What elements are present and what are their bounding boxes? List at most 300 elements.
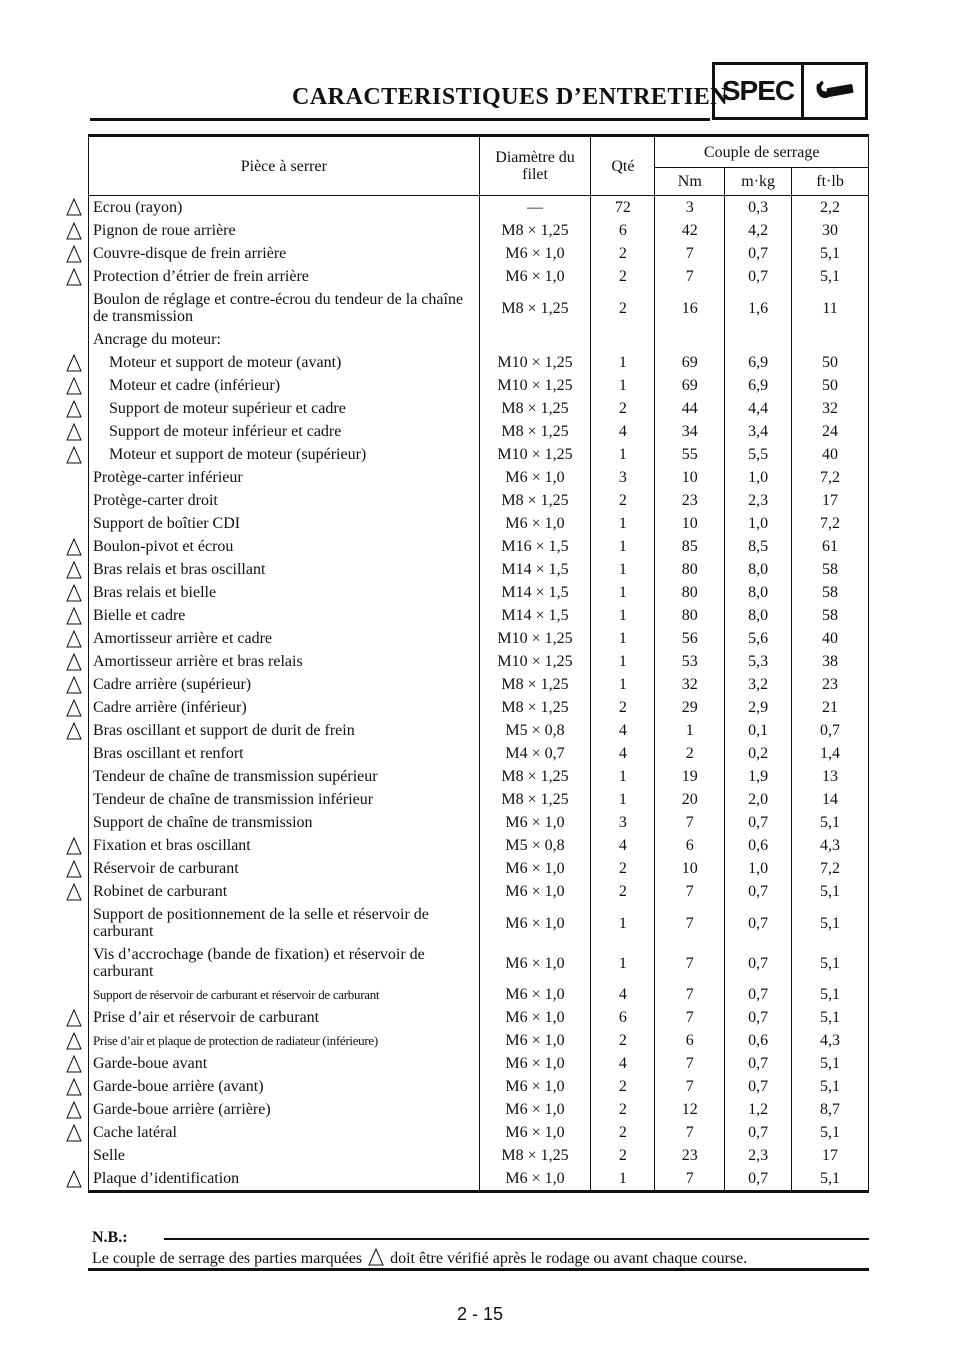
cell-mkg: 8,0 [725,558,792,581]
cell-mkg: 0,7 [725,983,792,1006]
triangle-mark-icon [66,584,82,602]
col-header-mkg: m·kg [725,168,792,196]
cell-part: Moteur et cadre (inférieur) [89,374,480,397]
cell-thread: M14 × 1,5 [479,604,591,627]
table-row [89,420,869,443]
table-row [89,397,869,420]
cell-mkg: 2,0 [725,788,792,811]
cell-ftlb: 5,1 [792,811,869,834]
cell-part: Prise d’air et plaque de protection de radiateur (inférieure) [89,1029,480,1052]
triangle-mark-icon [66,354,82,372]
cell-qty [591,328,655,351]
cell-part: Support de boîtier CDI [89,512,480,535]
cell-nm: 85 [655,535,725,558]
cell-qty: 4 [591,1052,655,1075]
table-row [89,943,869,983]
triangle-mark-icon [66,538,82,556]
table-row [89,265,869,288]
cell-qty: 1 [591,535,655,558]
table-row [89,1006,869,1029]
cell-qty: 2 [591,397,655,420]
note-text [92,1248,747,1268]
cell-qty: 1 [591,558,655,581]
triangle-mark-icon [66,1101,82,1119]
table-row [89,512,869,535]
triangle-mark-icon [66,245,82,263]
table-row [89,374,869,397]
cell-nm: 53 [655,650,725,673]
cell-qty: 3 [591,466,655,489]
cell-qty: 4 [591,834,655,857]
cell-nm: 20 [655,788,725,811]
cell-thread: M14 × 1,5 [479,581,591,604]
cell-ftlb: 30 [792,219,869,242]
cell-part: Support de positionnement de la selle et réservoir de carburant [89,903,480,943]
cell-qty: 72 [591,196,655,220]
cell-thread: M10 × 1,25 [479,650,591,673]
cell-mkg: 1,0 [725,512,792,535]
cell-qty: 4 [591,420,655,443]
cell-qty: 2 [591,265,655,288]
cell-nm: 7 [655,1075,725,1098]
triangle-mark-icon [66,607,82,625]
cell-thread: M6 × 1,0 [479,880,591,903]
cell-thread: M6 × 1,0 [479,242,591,265]
cell-ftlb: 38 [792,650,869,673]
cell-ftlb: 5,1 [792,1075,869,1098]
cell-nm: 29 [655,696,725,719]
cell-mkg: 0,7 [725,943,792,983]
cell-ftlb: 5,1 [792,983,869,1006]
cell-mkg: 4,2 [725,219,792,242]
cell-part: Protection d’étrier de frein arrière [89,265,480,288]
col-header-nm: Nm [655,168,725,196]
cell-ftlb: 5,1 [792,880,869,903]
torque-spec-table [88,134,869,1193]
cell-thread: M8 × 1,25 [479,1144,591,1167]
cell-thread: M10 × 1,25 [479,351,591,374]
cell-part: Prise d’air et réservoir de carburant [89,1006,480,1029]
cell-qty: 1 [591,903,655,943]
triangle-mark-icon [66,653,82,671]
table-row [89,443,869,466]
cell-ftlb: 11 [792,288,869,328]
cell-ftlb: 23 [792,673,869,696]
cell-thread: M16 × 1,5 [479,535,591,558]
cell-thread: M8 × 1,25 [479,673,591,696]
cell-nm: 42 [655,219,725,242]
cell-thread: M6 × 1,0 [479,1075,591,1098]
cell-thread: M5 × 0,8 [479,719,591,742]
triangle-mark-icon [66,1170,82,1188]
note-rule [164,1238,869,1240]
cell-qty: 1 [591,627,655,650]
cell-part: Fixation et bras oscillant [89,834,480,857]
cell-ftlb: 17 [792,1144,869,1167]
note-label: N.B.: [92,1229,128,1246]
table-row [89,880,869,903]
cell-mkg: 1,0 [725,466,792,489]
cell-thread: M6 × 1,0 [479,1098,591,1121]
cell-nm: 7 [655,265,725,288]
cell-mkg: 0,7 [725,880,792,903]
table-row [89,1075,869,1098]
triangle-mark-icon [66,860,82,878]
cell-qty: 1 [591,673,655,696]
triangle-mark-icon [66,722,82,740]
table-row [89,558,869,581]
cell-nm: 32 [655,673,725,696]
cell-part: Robinet de carburant [89,880,480,903]
cell-qty: 1 [591,581,655,604]
cell-nm: 80 [655,581,725,604]
cell-qty: 2 [591,880,655,903]
cell-thread: M10 × 1,25 [479,627,591,650]
cell-ftlb: 58 [792,581,869,604]
note-text-before: Le couple de serrage des parties marquées [92,1250,363,1267]
table-row [89,1121,869,1144]
cell-nm: 7 [655,943,725,983]
cell-thread: M8 × 1,25 [479,397,591,420]
table-row [89,811,869,834]
cell-mkg: 2,9 [725,696,792,719]
cell-part: Garde-boue avant [89,1052,480,1075]
cell-nm: 7 [655,242,725,265]
cell-part: Support de moteur inférieur et cadre [89,420,480,443]
cell-mkg: 0,7 [725,811,792,834]
triangle-mark-icon [66,222,82,240]
table-row [89,219,869,242]
table-row [89,535,869,558]
cell-thread: M6 × 1,0 [479,1006,591,1029]
triangle-mark-icon [66,1078,82,1096]
cell-thread: M6 × 1,0 [479,903,591,943]
cell-nm: 55 [655,443,725,466]
cell-mkg: 8,5 [725,535,792,558]
cell-mkg: 3,2 [725,673,792,696]
cell-thread: M14 × 1,5 [479,558,591,581]
cell-ftlb: 8,7 [792,1098,869,1121]
cell-mkg: 8,0 [725,581,792,604]
cell-thread: M8 × 1,25 [479,420,591,443]
cell-ftlb: 5,1 [792,1121,869,1144]
table-row [89,466,869,489]
cell-thread: M6 × 1,0 [479,857,591,880]
cell-qty: 1 [591,604,655,627]
spec-badge [712,62,868,120]
cell-mkg: 1,9 [725,765,792,788]
cell-qty: 4 [591,983,655,1006]
cell-part: Bras relais et bras oscillant [89,558,480,581]
cell-nm: 34 [655,420,725,443]
cell-nm: 12 [655,1098,725,1121]
cell-thread: M8 × 1,25 [479,765,591,788]
cell-part: Moteur et support de moteur (supérieur) [89,443,480,466]
triangle-mark-icon [66,883,82,901]
cell-part: Boulon de réglage et contre-écrou du tendeur de la chaîne de transmission [89,288,480,328]
cell-mkg [725,328,792,351]
table-row [89,489,869,512]
cell-ftlb: 2,2 [792,196,869,220]
triangle-mark-icon [66,699,82,717]
cell-qty: 2 [591,1098,655,1121]
cell-mkg: 1,6 [725,288,792,328]
cell-thread [479,328,591,351]
triangle-mark-icon [66,400,82,418]
cell-ftlb: 61 [792,535,869,558]
cell-mkg: 1,2 [725,1098,792,1121]
cell-ftlb: 5,1 [792,242,869,265]
cell-nm: 80 [655,604,725,627]
cell-ftlb: 5,1 [792,943,869,983]
cell-mkg: 0,7 [725,1075,792,1098]
cell-nm: 3 [655,196,725,220]
cell-part: Vis d’accrochage (bande de fixation) et réservoir de carburant [89,943,480,983]
cell-part: Bras relais et bielle [89,581,480,604]
cell-thread: M6 × 1,0 [479,466,591,489]
cell-part: Protège-carter inférieur [89,466,480,489]
cell-nm: 10 [655,466,725,489]
cell-ftlb: 7,2 [792,512,869,535]
triangle-mark-icon [66,377,82,395]
cell-qty: 2 [591,288,655,328]
table-row [89,788,869,811]
triangle-mark-icon [66,1124,82,1142]
table-row [89,765,869,788]
cell-part: Bielle et cadre [89,604,480,627]
cell-part: Support de réservoir de carburant et réservoir de carburant [89,983,480,1006]
cell-thread: M8 × 1,25 [479,788,591,811]
cell-part: Moteur et support de moteur (avant) [89,351,480,374]
cell-part: Plaque d’identification [89,1167,480,1192]
cell-thread: M8 × 1,25 [479,489,591,512]
cell-mkg: 4,4 [725,397,792,420]
table-row [89,719,869,742]
cell-ftlb: 40 [792,627,869,650]
cell-ftlb: 4,3 [792,834,869,857]
table-row [89,696,869,719]
cell-qty: 4 [591,742,655,765]
table-row [89,857,869,880]
cell-nm [655,328,725,351]
cell-nm: 23 [655,1144,725,1167]
cell-qty: 2 [591,1029,655,1052]
cell-ftlb: 5,1 [792,265,869,288]
cell-part: Cache latéral [89,1121,480,1144]
cell-part: Support de chaîne de transmission [89,811,480,834]
cell-nm: 69 [655,351,725,374]
col-header-qty: Qté [591,136,655,196]
triangle-mark-icon [66,837,82,855]
cell-ftlb [792,328,869,351]
cell-ftlb: 7,2 [792,857,869,880]
cell-qty: 3 [591,811,655,834]
cell-nm: 7 [655,1167,725,1192]
triangle-mark-icon [66,676,82,694]
cell-thread: M6 × 1,0 [479,943,591,983]
cell-part: Boulon-pivot et écrou [89,535,480,558]
triangle-mark-icon [66,630,82,648]
page-title: CARACTERISTIQUES D’ENTRETIEN [292,84,729,110]
table-row [89,834,869,857]
cell-nm: 10 [655,512,725,535]
table-row [89,288,869,328]
cell-mkg: 0,7 [725,1121,792,1144]
cell-mkg: 5,5 [725,443,792,466]
cell-ftlb: 14 [792,788,869,811]
cell-qty: 1 [591,765,655,788]
cell-part: Bras oscillant et renfort [89,742,480,765]
triangle-mark-icon [66,1032,82,1050]
cell-thread: M6 × 1,0 [479,512,591,535]
cell-mkg: 5,6 [725,627,792,650]
cell-part: Garde-boue arrière (arrière) [89,1098,480,1121]
cell-qty: 1 [591,374,655,397]
cell-thread: M6 × 1,0 [479,811,591,834]
cell-thread: M8 × 1,25 [479,219,591,242]
cell-mkg: 1,0 [725,857,792,880]
cell-mkg: 0,3 [725,196,792,220]
cell-nm: 16 [655,288,725,328]
cell-ftlb: 58 [792,604,869,627]
cell-nm: 7 [655,811,725,834]
cell-nm: 23 [655,489,725,512]
col-header-part: Pièce à serrer [89,136,480,196]
cell-part: Cadre arrière (supérieur) [89,673,480,696]
table-row [89,1052,869,1075]
wrench-icon [804,65,865,117]
table-row [89,1144,869,1167]
cell-ftlb: 13 [792,765,869,788]
col-header-torque: Couple de serrage [655,136,869,168]
cell-nm: 7 [655,1121,725,1144]
cell-nm: 10 [655,857,725,880]
bottom-rule [88,1268,869,1271]
triangle-mark-icon [66,198,82,216]
triangle-mark-icon [66,1055,82,1073]
cell-part: Amortisseur arrière et cadre [89,627,480,650]
cell-thread: M6 × 1,0 [479,1121,591,1144]
cell-nm: 6 [655,834,725,857]
cell-mkg: 6,9 [725,351,792,374]
cell-thread: M6 × 1,0 [479,1029,591,1052]
triangle-mark-icon [66,423,82,441]
table-row [89,650,869,673]
cell-mkg: 2,3 [725,489,792,512]
cell-ftlb: 5,1 [792,1167,869,1192]
table-row [89,1029,869,1052]
cell-part: Cadre arrière (inférieur) [89,696,480,719]
triangle-mark-icon [368,1248,384,1266]
cell-qty: 2 [591,489,655,512]
triangle-mark-icon [66,268,82,286]
cell-ftlb: 40 [792,443,869,466]
cell-ftlb: 21 [792,696,869,719]
triangle-mark-icon [66,1009,82,1027]
table-row [89,581,869,604]
cell-thread: M5 × 0,8 [479,834,591,857]
cell-qty: 2 [591,696,655,719]
cell-part: Support de moteur supérieur et cadre [89,397,480,420]
cell-qty: 2 [591,242,655,265]
cell-mkg: 0,7 [725,1052,792,1075]
cell-qty: 1 [591,512,655,535]
cell-nm: 44 [655,397,725,420]
cell-nm: 6 [655,1029,725,1052]
table-row [89,627,869,650]
cell-mkg: 0,7 [725,242,792,265]
cell-qty: 2 [591,1121,655,1144]
cell-mkg: 0,7 [725,903,792,943]
col-header-ftlb: ft·lb [792,168,869,196]
cell-nm: 7 [655,1052,725,1075]
cell-mkg: 0,1 [725,719,792,742]
cell-nm: 19 [655,765,725,788]
cell-part: Réservoir de carburant [89,857,480,880]
cell-ftlb: 17 [792,489,869,512]
cell-thread: M10 × 1,25 [479,443,591,466]
cell-qty: 1 [591,650,655,673]
table-row [89,351,869,374]
cell-part: Ecrou (rayon) [89,196,480,220]
cell-nm: 69 [655,374,725,397]
table-row [89,328,869,351]
table-row [89,903,869,943]
cell-qty: 1 [591,443,655,466]
spec-badge-label: SPEC [715,65,804,117]
cell-thread: M6 × 1,0 [479,265,591,288]
cell-part: Bras oscillant et support de durit de frein [89,719,480,742]
cell-thread: M4 × 0,7 [479,742,591,765]
cell-nm: 56 [655,627,725,650]
cell-part: Couvre-disque de frein arrière [89,242,480,265]
cell-qty: 6 [591,219,655,242]
cell-ftlb: 5,1 [792,1006,869,1029]
cell-ftlb: 24 [792,420,869,443]
cell-mkg: 0,7 [725,1167,792,1192]
cell-mkg: 0,7 [725,265,792,288]
cell-qty: 2 [591,1144,655,1167]
cell-mkg: 8,0 [725,604,792,627]
cell-ftlb: 7,2 [792,466,869,489]
cell-thread: M6 × 1,0 [479,1167,591,1192]
cell-nm: 7 [655,903,725,943]
cell-part: Protège-carter droit [89,489,480,512]
cell-ftlb: 4,3 [792,1029,869,1052]
cell-ftlb: 50 [792,374,869,397]
cell-mkg: 0,6 [725,834,792,857]
cell-thread: M8 × 1,25 [479,696,591,719]
page-number: 2 - 15 [456,1304,504,1324]
cell-thread: M10 × 1,25 [479,374,591,397]
cell-part: Garde-boue arrière (avant) [89,1075,480,1098]
triangle-mark-icon [66,446,82,464]
cell-ftlb: 1,4 [792,742,869,765]
cell-qty: 2 [591,857,655,880]
cell-qty: 2 [591,1075,655,1098]
cell-part: Tendeur de chaîne de transmission inférieur [89,788,480,811]
cell-ftlb: 58 [792,558,869,581]
cell-nm: 1 [655,719,725,742]
cell-thread: M6 × 1,0 [479,983,591,1006]
cell-mkg: 0,7 [725,1006,792,1029]
table-row [89,604,869,627]
cell-part: Pignon de roue arrière [89,219,480,242]
cell-thread: M6 × 1,0 [479,1052,591,1075]
cell-ftlb: 5,1 [792,903,869,943]
cell-ftlb: 0,7 [792,719,869,742]
table-row [89,742,869,765]
